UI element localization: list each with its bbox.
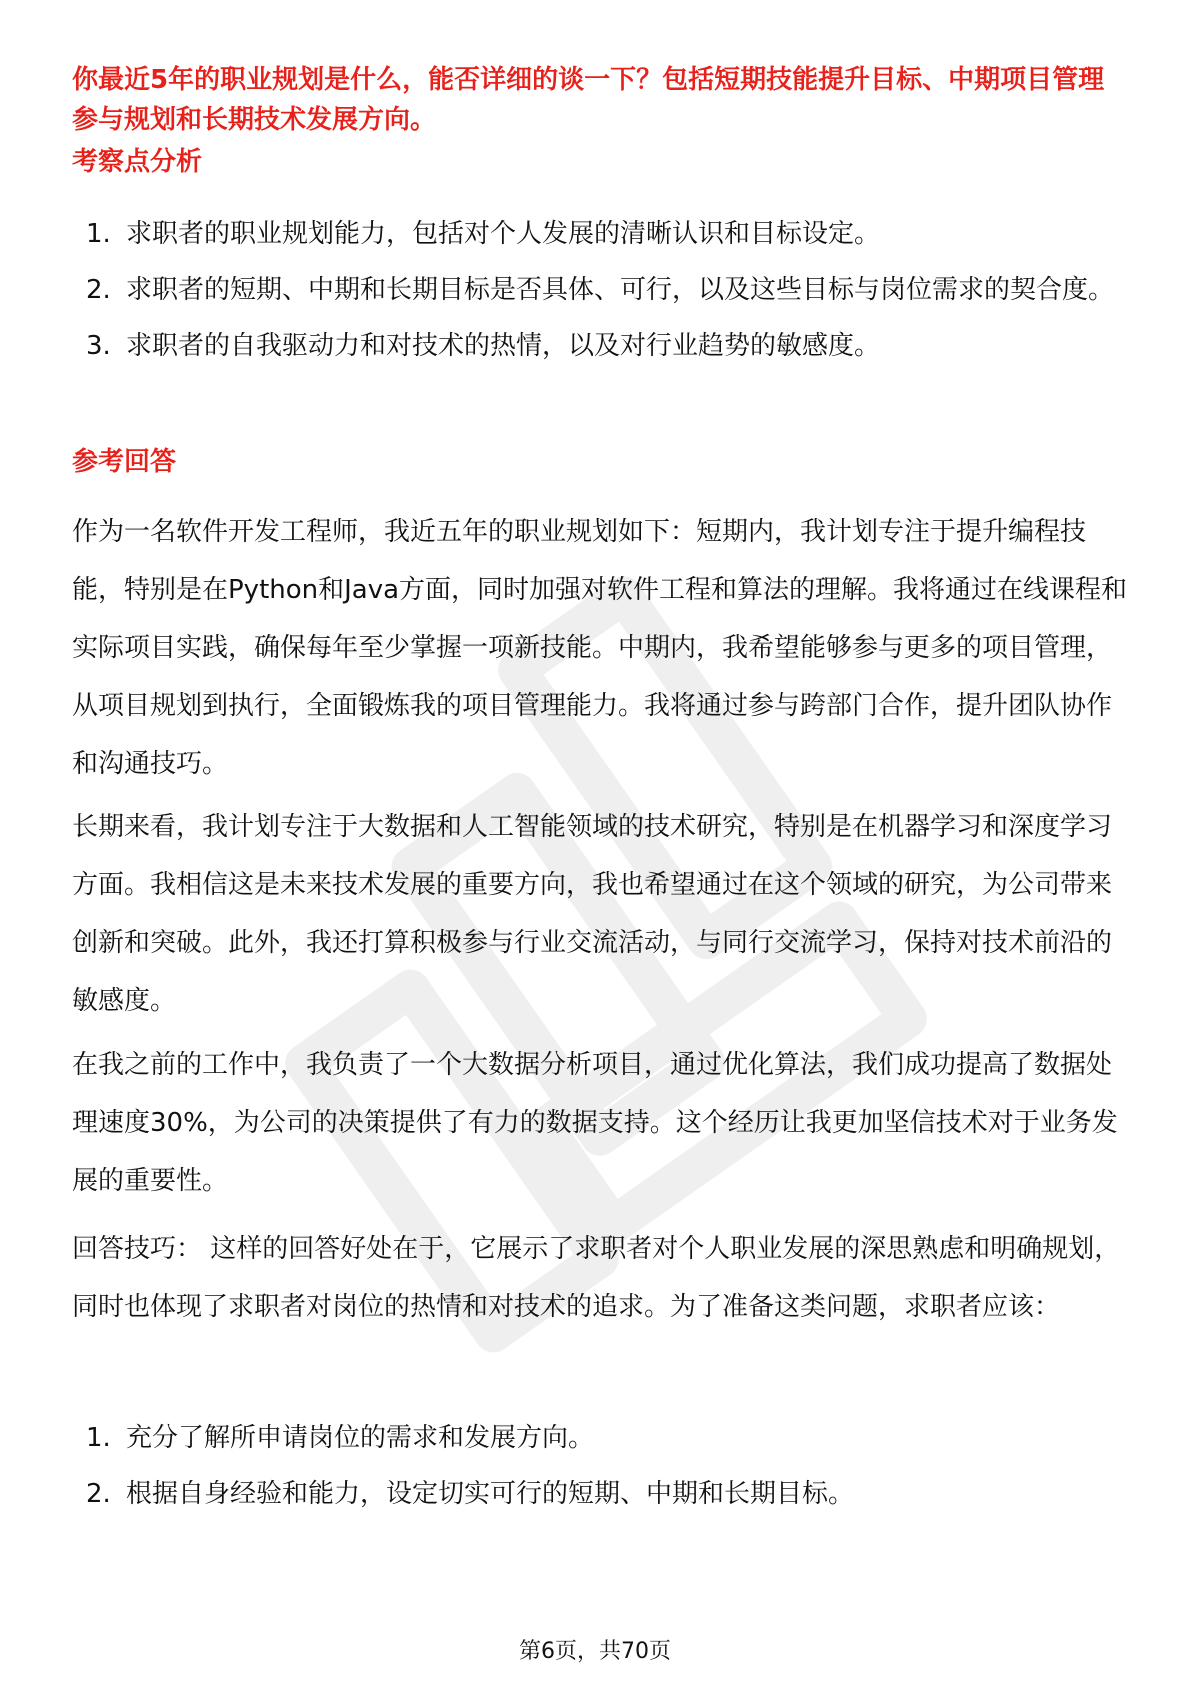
list-number: 1. <box>86 219 111 249</box>
page-footer: 第6页，共70页 <box>519 1639 671 1664</box>
list-item-text: 求职者的短期、中期和长期目标是否具体、可行，以及这些目标与岗位需求的契合度。 <box>126 275 1115 305</box>
answer-paragraph: 在我之前的工作中，我负责了一个大数据分析项目，通过优化算法，我们成功提高了数据处理速度30%，为公司的决策提供了有力的数据支持。这个经历让我更加坚信技术对于业务发展的重要性。 <box>72 1050 1118 1196</box>
list-number: 1. <box>86 1423 111 1453</box>
list-number: 3. <box>86 331 111 361</box>
question-heading: 你最近5年的职业规划是什么，能否详细的谈一下？包括短期技能提升目标、中期项目管理参与规划和长期技术发展方向。 <box>72 65 1105 135</box>
list-number: 2. <box>86 275 111 305</box>
tips-list <box>72 1410 1132 1522</box>
answer-tips-paragraph: 回答技巧： 这样的回答好处在于，它展示了求职者对个人职业发展的深思熟虑和明确规划，同时也体现了求职者对岗位的热情和对技术的追求。为了准备这类问题，求职者应该： <box>72 1234 1121 1322</box>
answer-paragraph: 作为一名软件开发工程师，我近五年的职业规划如下：短期内，我计划专注于提升编程技能，特别是在Python和Java方面，同时加强对软件工程和算法的理解。我将通过在线课程和实际项目实践，确保每年至少掌握一项新技能。中期内，我希望能够参与更多的项目管理，从项目规划到执行，全面锻炼我的项目管理能力。我将通过参与跨部门合作，提升团队协作和沟通技巧。 <box>72 517 1128 779</box>
list-item <box>72 1410 1132 1466</box>
list-item <box>72 262 1132 318</box>
analysis-list <box>72 206 1132 374</box>
list-item-text: 求职者的职业规划能力，包括对个人发展的清晰认识和目标设定。 <box>126 219 881 249</box>
answer-heading: 参考回答 <box>72 447 177 477</box>
list-item <box>72 318 1132 374</box>
list-item-text: 求职者的自我驱动力和对技术的热情，以及对行业趋势的敏感度。 <box>126 331 881 361</box>
answer-paragraph: 长期来看，我计划专注于大数据和人工智能领域的技术研究，特别是在机器学习和深度学习方面。我相信这是未来技术发展的重要方向，我也希望通过在这个领域的研究，为公司带来创新和突破。此外，我还打算积极参与行业交流活动，与同行交流学习，保持对技术前沿的敏感度。 <box>72 812 1113 1016</box>
list-item <box>72 206 1132 262</box>
list-item-text: 充分了解所申请岗位的需求和发展方向。 <box>126 1423 595 1453</box>
list-number: 2. <box>86 1479 111 1509</box>
analysis-heading: 考察点分析 <box>72 147 203 177</box>
list-item-text: 根据自身经验和能力，设定切实可行的短期、中期和长期目标。 <box>126 1479 855 1509</box>
list-item <box>72 1466 1132 1522</box>
